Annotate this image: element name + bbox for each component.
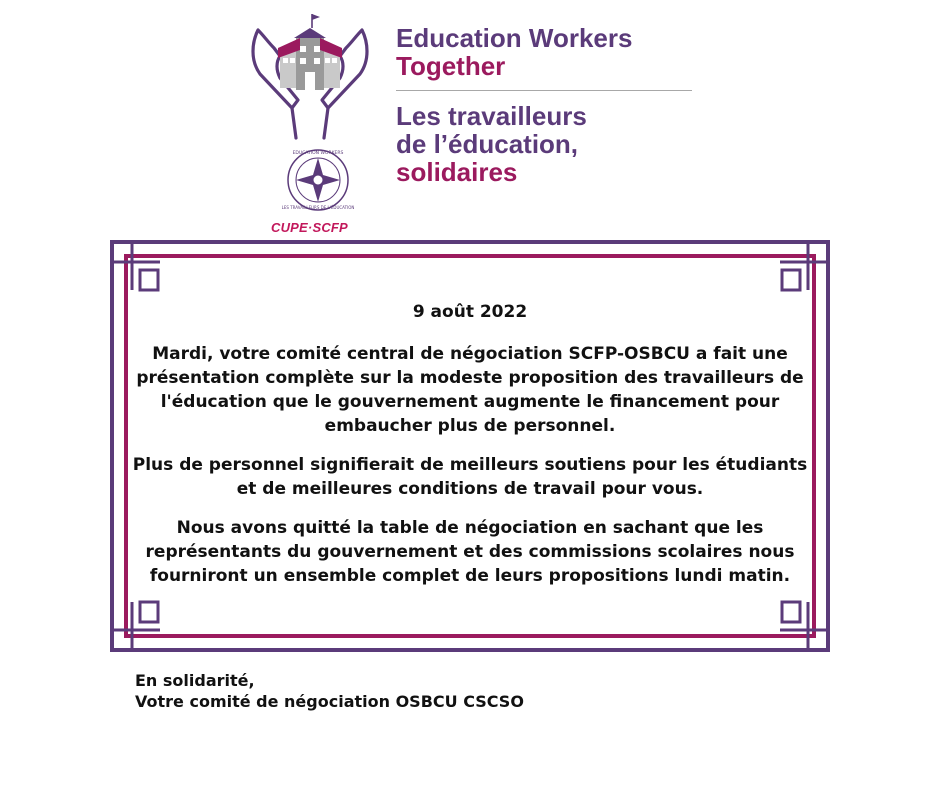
union-seal-icon	[282, 150, 355, 210]
education-workers-logo	[240, 8, 380, 240]
header-title-block	[396, 23, 696, 187]
notice-body	[128, 300, 812, 603]
title-fr-line3: solidaires	[396, 157, 518, 187]
notice-paragraph-1: Mardi, votre comité central de négociation SCFP-OSBCU a fait une présentation complète sur la modeste proposition des travailleurs de l'éducation que le gouvernement augmente le financement pour embaucher plus de personnel.	[136, 344, 804, 436]
svg-text:LES TRAVAILLEURS DE L'ÉDUCATIO: LES TRAVAILLEURS DE L'ÉDUCATION	[281, 205, 355, 210]
svg-text:EDUCATION WORKERS: EDUCATION WORKERS	[292, 151, 344, 156]
corner-ornament-top-left	[112, 242, 160, 290]
title-fr-line1: Les travailleurs	[396, 101, 587, 131]
title-fr-line2: de l’éducation,	[396, 129, 579, 159]
cupe-scfp-brand: CUPE·SCFP	[271, 220, 348, 235]
title-fr	[396, 102, 587, 186]
signoff	[135, 670, 524, 712]
signoff-line1: En solidarité,	[135, 671, 255, 690]
notice-paragraph-3: Nous avons quitté la table de négociation en sachant que les représentants du gouvernement et des commissions scolaires nous fourniront un ensemble complet de leurs propositions lundi matin.	[145, 518, 795, 586]
title-divider	[396, 90, 692, 91]
notice-date: 9 août 2022	[412, 302, 528, 322]
notice-paragraph-2: Plus de personnel signifierait de meilleurs soutiens pour les étudiants et de meilleures conditions de travail pour vous.	[132, 455, 808, 499]
title-en-line2: Together	[396, 51, 506, 81]
school-icon	[278, 14, 342, 90]
corner-ornament-top-right	[780, 242, 828, 290]
signoff-line2: Votre comité de négociation OSBCU CSCSO	[135, 692, 524, 711]
title-en-line1: Education Workers	[396, 23, 633, 53]
corner-ornament-bottom-left	[112, 602, 160, 650]
corner-ornament-bottom-right	[780, 602, 828, 650]
